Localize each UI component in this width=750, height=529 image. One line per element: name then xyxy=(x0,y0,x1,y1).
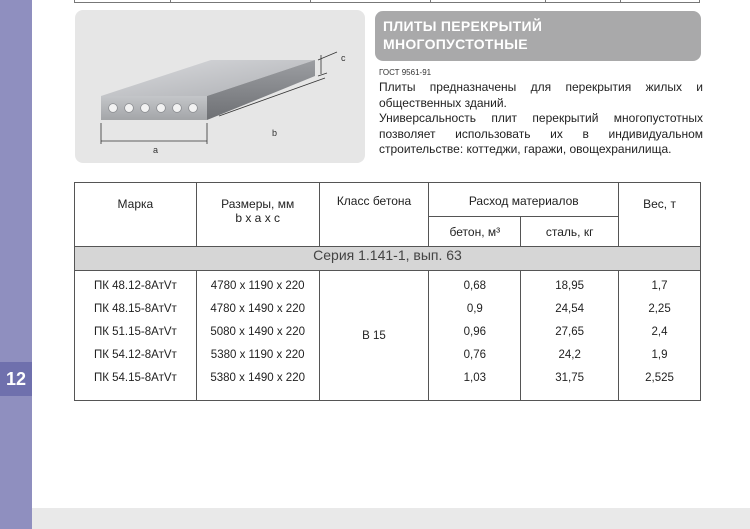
description-paragraph-1: Плиты предназначены для перекрытия жилых и общественных зданий. xyxy=(379,80,703,110)
table-cell: 2,4 xyxy=(651,326,668,338)
table-cell: 4780 x 1490 x 220 xyxy=(210,303,305,315)
col-concrete xyxy=(429,271,521,401)
table-cell: 1,9 xyxy=(651,349,668,361)
table-cell: 5080 x 1490 x 220 xyxy=(210,326,305,338)
table-cell: 1,7 xyxy=(651,280,668,292)
table-cell: 31,75 xyxy=(555,372,585,384)
header-dimensions-line1: Размеры, мм xyxy=(221,197,295,211)
col-weight xyxy=(619,271,701,401)
header-materials: Расход материалов xyxy=(429,183,619,217)
series-label: Серия 1.141-1, вып. 63 xyxy=(75,247,701,271)
table-cell: 4780 x 1190 x 220 xyxy=(210,280,305,292)
table-cell: 2,25 xyxy=(648,303,671,315)
page-number: 12 xyxy=(0,362,32,396)
table-cell: 18,95 xyxy=(555,280,585,292)
table-cell: 24,54 xyxy=(555,303,585,315)
dimension-b-label: b xyxy=(272,128,278,138)
concrete-class-value: В 15 xyxy=(319,271,429,401)
col-dimensions xyxy=(196,271,319,401)
table-cell: ПК 51.15-8АтVт xyxy=(93,326,177,338)
table-cell: 1,03 xyxy=(463,372,487,384)
description xyxy=(379,80,703,158)
table-cell: ПК 54.15-8АтVт xyxy=(93,372,177,384)
table-cell: ПК 54.12-8АтVт xyxy=(93,349,177,361)
col-mark xyxy=(75,271,197,401)
top-table-edge xyxy=(74,0,700,3)
header-dimensions xyxy=(196,183,319,247)
description-paragraph-2: Универсальность плит перекрытий многопустотных позволяет использовать их в индивидуальном строительстве: коттеджи, гаражи, овощехранилища. xyxy=(379,111,703,156)
table-cell: 0,96 xyxy=(463,326,487,338)
table-cell: 0,9 xyxy=(466,303,483,315)
table-cell: 0,76 xyxy=(463,349,487,361)
bottom-strip xyxy=(32,508,750,529)
header-concrete: бетон, м³ xyxy=(429,217,521,247)
table-cell: 24,2 xyxy=(558,349,581,361)
header-mark: Марка xyxy=(75,183,197,247)
table-cell: 5380 x 1490 x 220 xyxy=(210,372,305,384)
left-margin-band xyxy=(0,0,32,529)
table-cell: 5380 x 1190 x 220 xyxy=(210,349,305,361)
table-cell: 27,65 xyxy=(555,326,585,338)
header-steel: сталь, кг xyxy=(521,217,619,247)
gost-standard: ГОСТ 9561-91 xyxy=(379,68,432,77)
header-weight: Вес, т xyxy=(619,183,701,247)
col-steel xyxy=(521,271,619,401)
table-cell: ПК 48.15-8АтVт xyxy=(93,303,177,315)
header-concrete-class: Класс бетона xyxy=(319,183,429,247)
dimension-a-label: a xyxy=(153,145,159,155)
header-dimensions-line2: b x a x c xyxy=(235,211,281,225)
spec-table xyxy=(74,182,701,401)
title-line-2: МНОГОПУСТОТНЫЕ xyxy=(383,36,528,52)
dimension-c-label: c xyxy=(341,53,346,63)
title-line-1: ПЛИТЫ ПЕРЕКРЫТИЙ xyxy=(383,18,543,34)
section-title xyxy=(375,11,701,61)
slab-drawing xyxy=(75,10,365,163)
table-cell: 2,525 xyxy=(645,372,674,384)
slab-illustration xyxy=(75,10,365,163)
table-cell: 0,68 xyxy=(463,280,487,292)
table-cell: ПК 48.12-8АтVт xyxy=(93,280,177,292)
